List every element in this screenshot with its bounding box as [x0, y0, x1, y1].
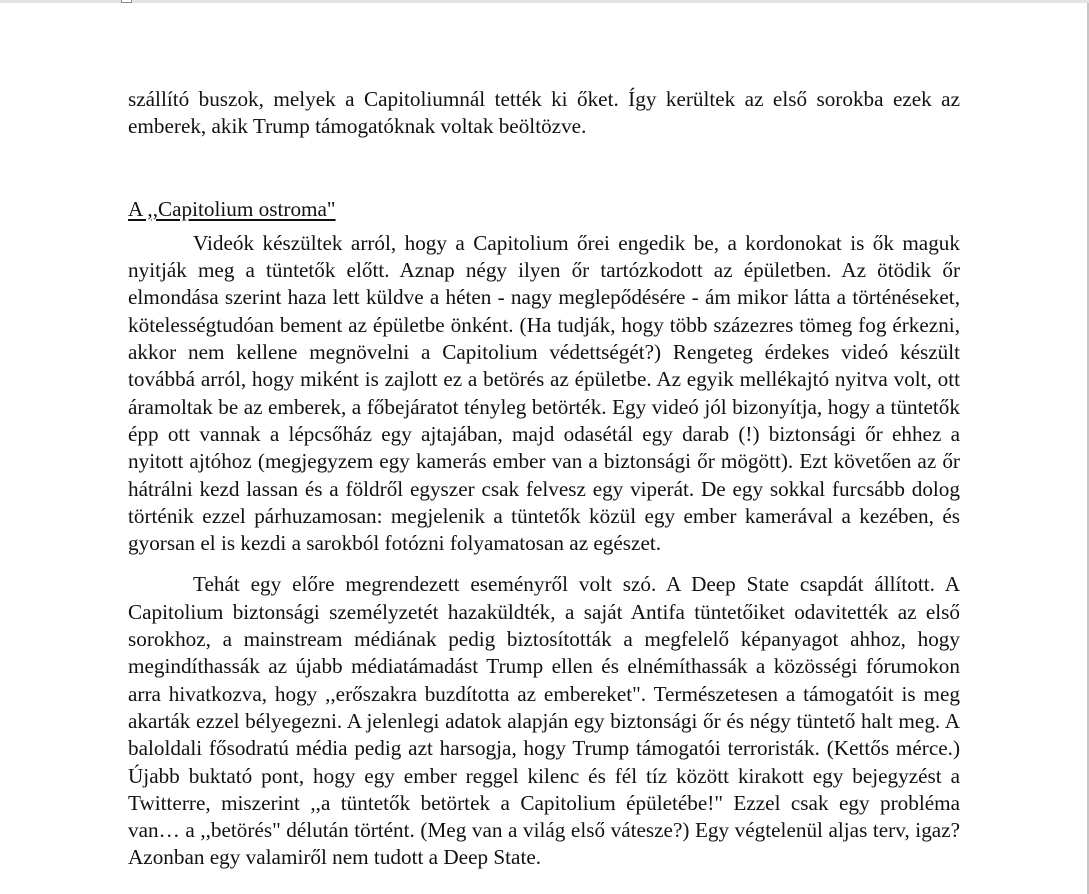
- margin-marker: [121, 0, 132, 3]
- ruler-bar: [0, 0, 1089, 3]
- section-heading: A ,,Capitolium ostroma": [128, 196, 336, 221]
- document-page[interactable]: [128, 86, 960, 872]
- intro-paragraph: szállító buszok, melyek a Capitoliumnál tették ki őket. Így kerültek az első sorokba ezek az emberek, akik Trump támogatóknak voltak beöltözve.: [128, 87, 960, 139]
- body-paragraph-1: Videók készültek arról, hogy a Capitolium őrei engedik be, a kordonokat is ők maguk nyitják meg a tüntetők előtt. Aznap négy ilyen őr tartózkodott az épületben. Az ötödik őr elmondása szerint haza lett küldve a héten - nagy meglepődésére - ám mikor látta a történéseket, kötelességtudóan bement az épületbe önként. (Ha tudják, hogy több százezres tömeg fog érkezni, akkor nem kellene megnövelni a Capitolium védettségét?) Rengeteg érdekes videó készült továbbá arról, hogy miként is zajlott ez a betörés az épületbe. Az egyik mellékajtó nyitva volt, ott áramoltak be az emberek, a főbejáratot tényleg betörték. Egy videó jól bizonyítja, hogy a tüntetők épp ott vannak a lépcsőház egy ajtajában, majd odasétál egy darab (!) biztonsági őr ehhez a nyitott ajtóhoz (megjegyzem egy kamerás ember van a biztonsági őr mögött). Ezt követően az őr hátrálni kezd lassan és a földről egyszer csak felvesz egy viperát. De egy sokkal furcsább dolog történik ezzel párhuzamosan: megjelenik a tüntetők közül egy ember kamerával a kezében, és gyorsan el is kezdi a sarokból fotózni folyamatosan az egészet.: [128, 230, 960, 556]
- body-paragraph-2: Tehát egy előre megrendezett eseményről volt szó. A Deep State csapdát állított. A Capitolium biztonsági személyzetét hazaküldték, a saját Antifa tüntetőiket odavitették az első sorokhoz, a mainstream médiának pedig biztosították a megfelelő képanyagot ahhoz, hogy megindíthassák az újabb médiatámadást Trump ellen és elnémíthassák a közösségi fórumokon arra hivatkozva, hogy ,,erőszakra buzdította az embereket". Természetesen a támogatóit is meg akarták ezzel bélyegezni. A jelenlegi adatok alapján egy biztonsági őr és négy tüntető halt meg. A baloldali fősodratú média pedig azt harsogja, hogy Trump támogatói terroristák. (Kettős mérce.) Újabb buktató pont, hogy egy ember reggel kilenc és fél tíz között kirakott egy bejegyzést a Twitterre, miszerint ,,a tüntetők betörtek a Capitolium épületébe!" Ezzel csak egy probléma van… a ,,betörés" délután történt. (Meg van a világ első vátesze?) Egy végtelenül aljas terv, igaz? Azonban egy valamiről nem tudott a Deep State.: [128, 572, 960, 870]
